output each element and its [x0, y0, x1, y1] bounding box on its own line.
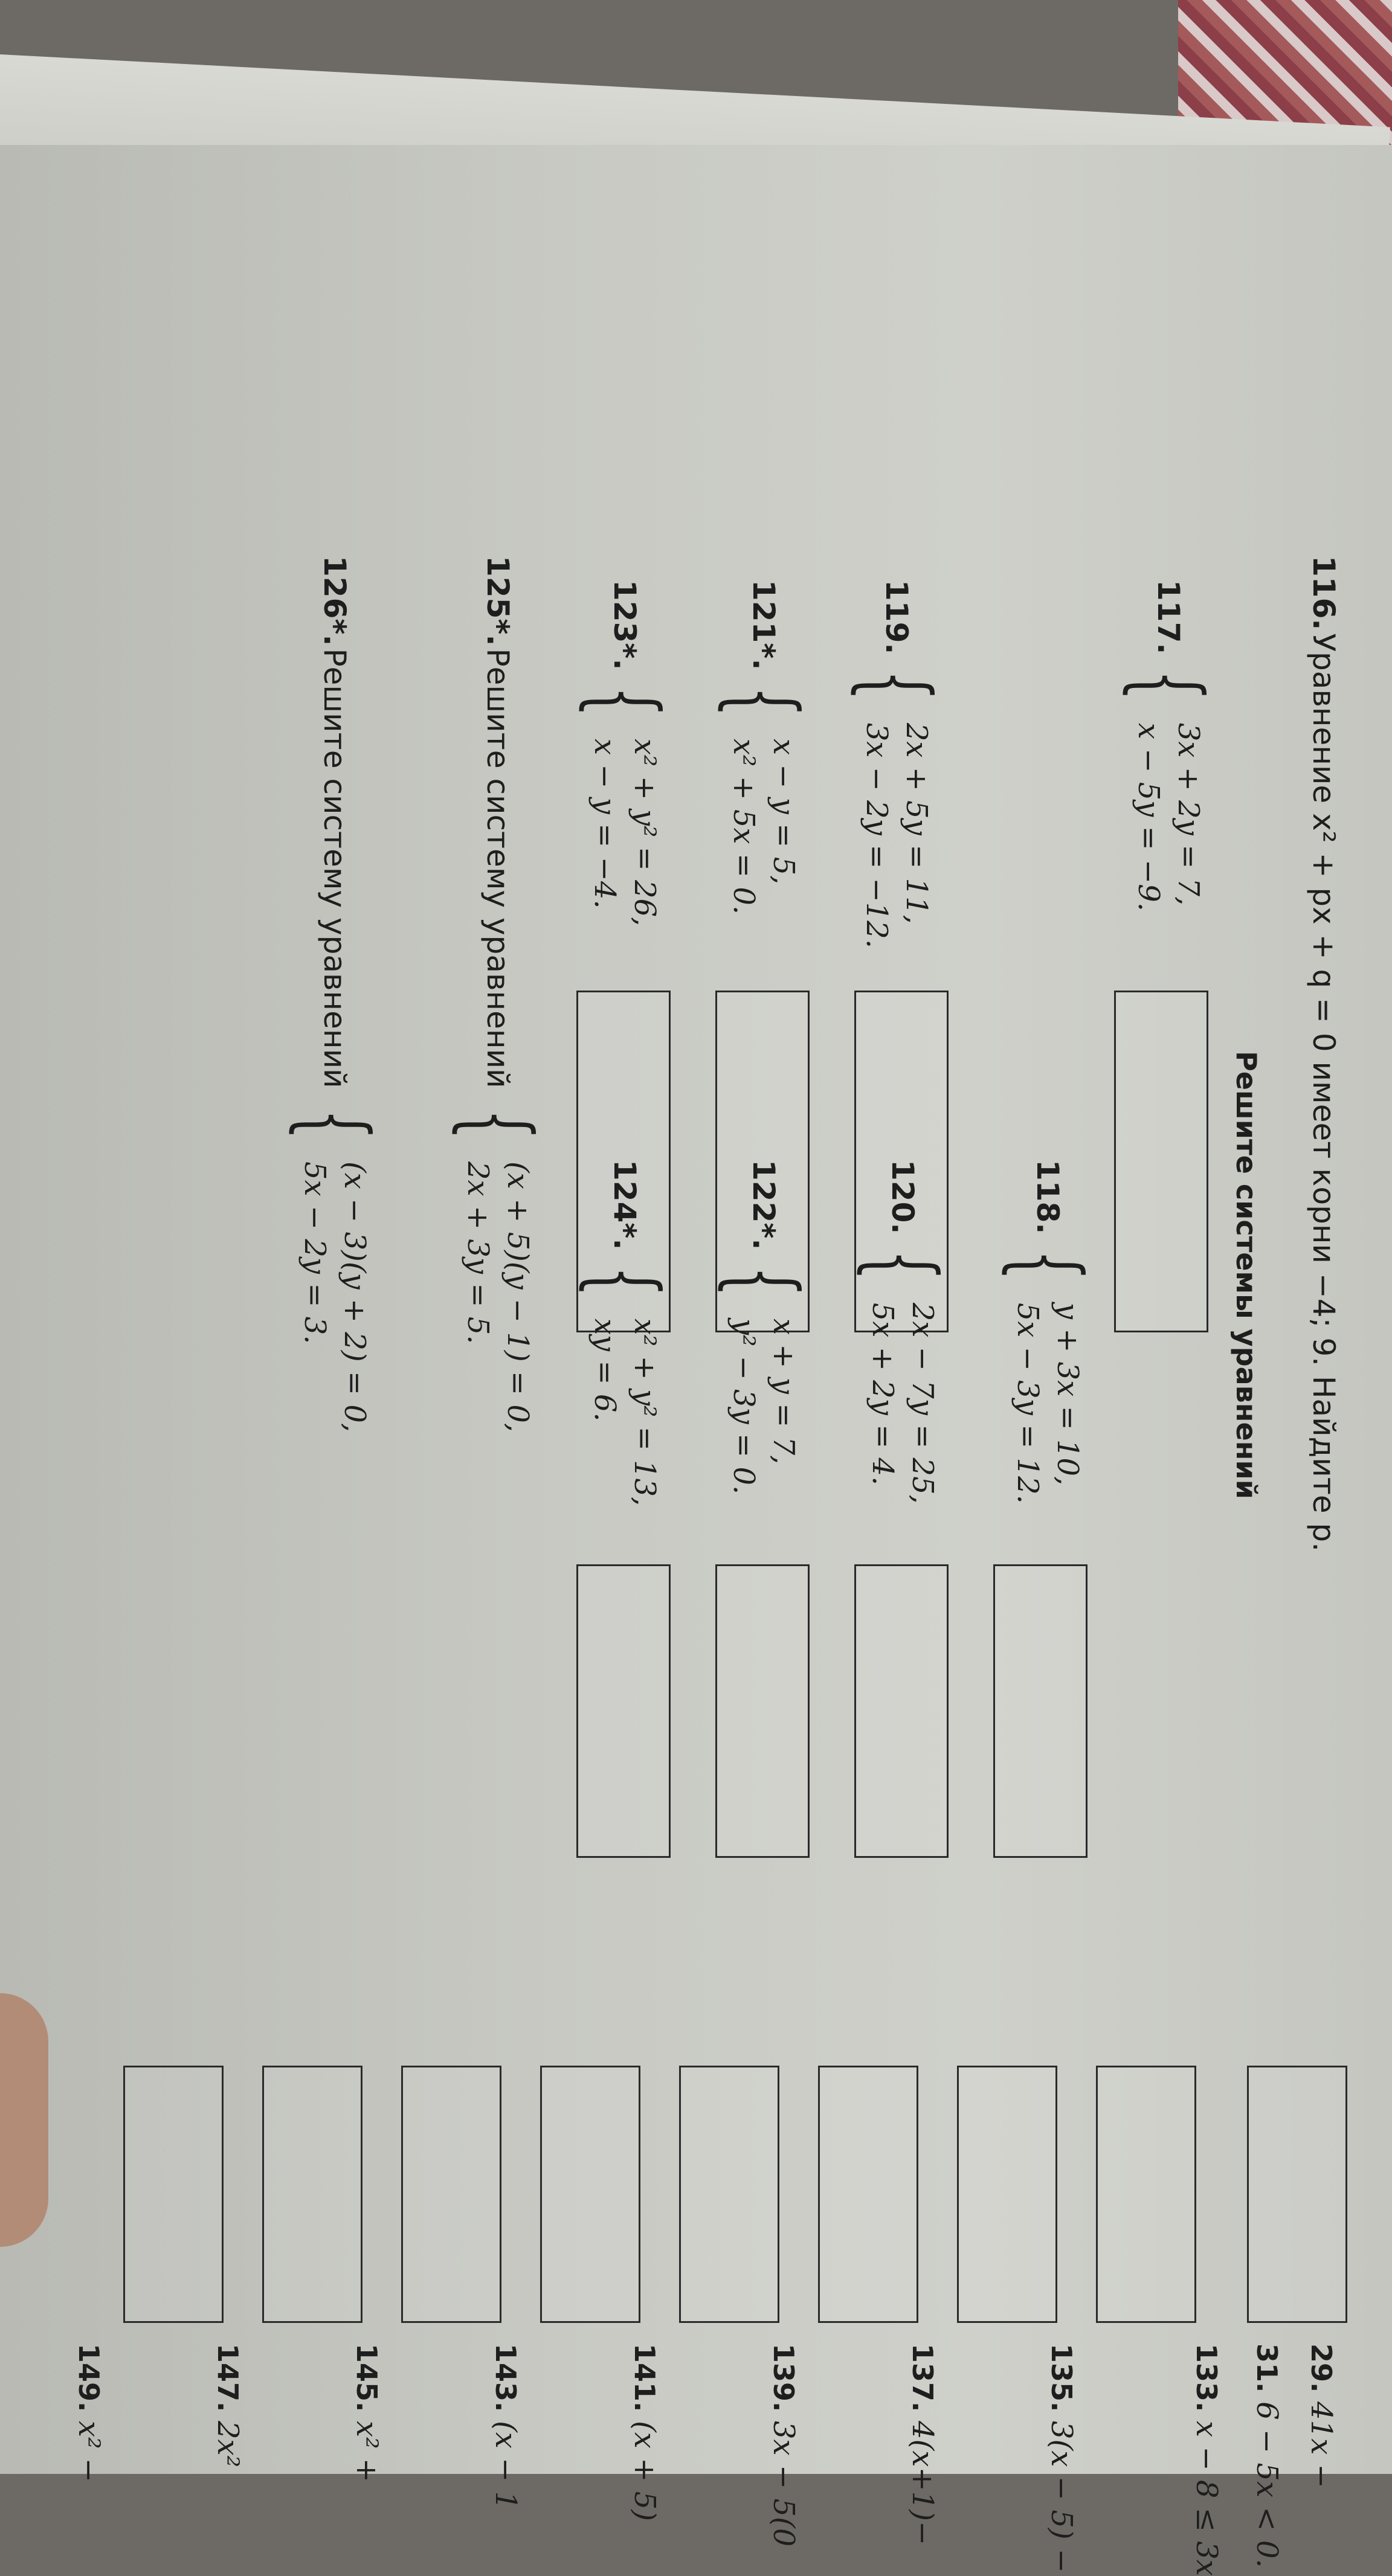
margin-item-139: 139. 3x − 5(0 [767, 2343, 801, 2547]
margin-item-143: 143. (x − 1 [489, 2343, 523, 2510]
brace-icon: { [995, 1249, 1100, 1282]
answer-box-margin-4[interactable] [818, 2066, 918, 2323]
equation-2: 2x + 3y = 5. [461, 1161, 495, 1344]
problem-number: 121*. [746, 580, 781, 670]
problem-number: 125*. [480, 556, 515, 646]
answer-box-124[interactable] [576, 1564, 671, 1858]
system-119 [844, 580, 949, 949]
brace-icon: { [445, 1108, 550, 1140]
problem-number: 126*. [317, 556, 352, 646]
problem-text: Решите систему уравнений [317, 648, 352, 1088]
equation-1: y + 3x = 10, [1051, 1302, 1084, 1486]
answer-box-margin-8[interactable] [262, 2066, 362, 2323]
problem-number: 120. [885, 1160, 920, 1235]
answer-box-margin-7[interactable] [401, 2066, 501, 2323]
system-124 [572, 1160, 677, 1506]
problem-number: 123*. [607, 580, 642, 670]
margin-item-149: 149. x² − [72, 2343, 106, 2482]
equation-1: x² + y² = 26, [628, 738, 662, 927]
equation-1: x² + y² = 13, [628, 1318, 662, 1506]
equation-2: x − 5y = −9. [1132, 722, 1165, 912]
problem-116 [1306, 556, 1341, 1552]
equation-1: x − y = 5, [767, 738, 801, 885]
answer-box-margin-9[interactable] [123, 2066, 224, 2323]
margin-item-129: 29. 41x − [1304, 2343, 1338, 2488]
system-122 [711, 1160, 816, 1495]
answer-box-margin-1[interactable] [1247, 2066, 1347, 2323]
equation-2: x² + 5x = 0. [727, 738, 761, 915]
equation-2: 3x − 2y = −12. [860, 722, 894, 949]
section-heading: Решите системы уравнений [1230, 1051, 1263, 1499]
equation-1: 3x + 2y = 7, [1171, 722, 1205, 906]
equation-2: xy = 6. [588, 1318, 622, 1422]
brace-icon: { [850, 1249, 955, 1282]
equation-1: (x + 5)(y − 1) = 0, [501, 1161, 535, 1433]
brace-icon: { [572, 1265, 677, 1297]
answer-box-margin-2[interactable] [1096, 2066, 1196, 2323]
answer-box-120[interactable] [854, 1564, 949, 1858]
problem-number: 122*. [746, 1160, 781, 1250]
problem-number: 119. [879, 580, 914, 655]
problem-number: 118. [1030, 1160, 1065, 1235]
problem-text: Уравнение x² + px + q = 0 имеет корни −4; 9. Найдите p. [1306, 633, 1341, 1552]
equation-2: 5x − 3y = 12. [1011, 1302, 1045, 1504]
answer-box-margin-5[interactable] [679, 2066, 779, 2323]
system-118 [995, 1160, 1100, 1504]
equation-1: (x − 3)(y + 2) = 0, [338, 1161, 372, 1433]
answer-box-122[interactable] [715, 1564, 810, 1858]
problem-number: 124*. [607, 1160, 642, 1250]
equation-1: x + y = 7, [767, 1318, 801, 1465]
problem-125 [445, 556, 550, 1433]
brace-icon: { [711, 1265, 816, 1297]
system-123 [572, 580, 677, 927]
brace-icon: { [1116, 669, 1221, 702]
margin-item-135: 135. 3(x − 5) − [1045, 2343, 1078, 2573]
brace-icon: { [282, 1108, 387, 1140]
margin-item-137: 137. 4(x+1)− [906, 2343, 939, 2546]
answer-box-118[interactable] [993, 1564, 1088, 1858]
equation-2: 5x + 2y = 4. [866, 1302, 900, 1486]
problem-126 [282, 556, 387, 1433]
margin-item-147: 147. 2x² [211, 2343, 245, 2467]
brace-icon: { [572, 685, 677, 718]
margin-item-141: 141. (x + 5) [628, 2343, 662, 2521]
equation-2: y² − 3y = 0. [727, 1318, 761, 1495]
answer-box-margin-3[interactable] [957, 2066, 1057, 2323]
equation-2: 5x − 2y = 3. [298, 1161, 332, 1344]
system-120 [850, 1160, 955, 1504]
margin-item-133: 133. x − 8 ≤ 3x [1190, 2343, 1223, 2576]
equation-1: 2x − 7y = 25, [906, 1302, 939, 1504]
system-121 [711, 580, 816, 915]
answer-box-117[interactable] [1114, 991, 1208, 1332]
answer-box-margin-6[interactable] [540, 2066, 640, 2323]
margin-item-131: 31. 6 − 5x < 0. [1250, 2343, 1284, 2568]
brace-icon: { [711, 685, 816, 718]
margin-item-145: 145. x² + [350, 2343, 384, 2482]
system-117 [1116, 580, 1221, 912]
problem-number: 117. [1151, 580, 1186, 655]
equation-2: x − y = −4. [588, 738, 622, 909]
page-content [18, 556, 1347, 2576]
problem-number: 116. [1306, 556, 1341, 631]
equation-1: 2x + 5y = 11, [900, 722, 933, 924]
brace-icon: { [844, 669, 949, 702]
problem-text: Решите систему уравнений [480, 648, 515, 1088]
